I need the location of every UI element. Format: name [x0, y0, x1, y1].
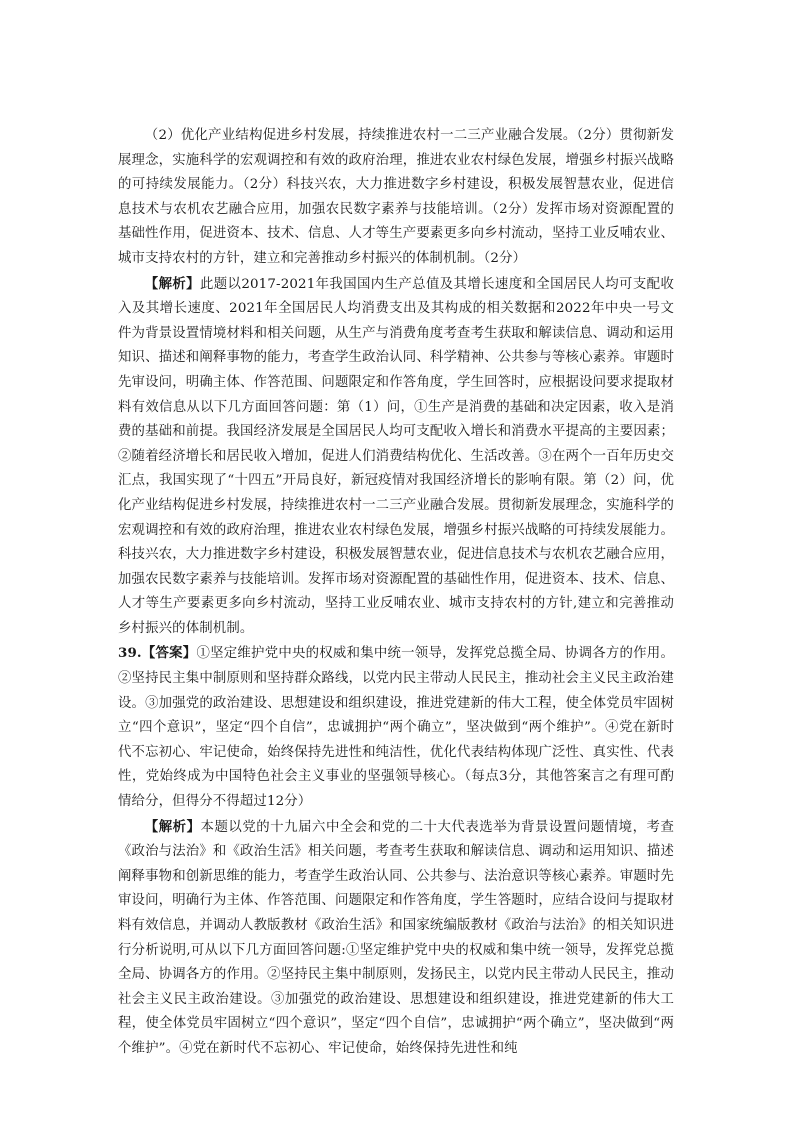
analysis-39-text: 本题以党的十九届六中全会和党的二十大代表选举为背景设置问题情境，考查《政治与法治》和《政治生活》相关问题，考查考生获取和解读信息、调动和运用知识、描述阐释事物和创新思维的能力，考查学生政治认同、公共参与、法治意识等核心素养。审题时先审设问，明确行为主体、作答范围、问题限定和作答角度，学生答题时，应结合设问与提取材料有效信息，并调动人教版教材《政治生活》和国家统编版教材《政治与法治》的相关知识进行分析说明,可从以下几方面回答问题:①坚定维护党中央的权威和集中统一领导，发挥党总揽全局、协调各方的作用。②坚持民主集中制原则，发扬民主，以党内民主带动人民民主，推动社会主义民主政治建设。③加强党的政治建设、思想建设和组织建设，推进党建新的伟大工程，使全体党员牢固树立“四个意识”，坚定“四个自信”，忠诚拥护“两个确立”，坚决做到“两个维护”。④党在新时代不忘初心、牢记使命，始终保持先进性和纯 [118, 819, 674, 1056]
answer-38-part-2-paragraph: （2）优化产业结构促进乡村发展，持续推进农村一二三产业融合发展。（2分）贯彻新发展理念，实施科学的宏观调控和有效的政府治理，推进农业农村绿色发展，增强乡村振兴战略的可持续发展能力。（2分）科技兴农，大力推进数字乡村建设，积极发展智慧农业，促进信息技术与农机农艺融合应用，加强农民数字素养与技能培训。（2分）发挥市场对资源配置的基础性作用，促进资本、技术、信息、人才等生产要素更多向乡村流动，坚持工业反哺农业、城市支持农村的方针，建立和完善推动乡村振兴的体制机制。（2分） [118, 128, 674, 266]
analysis-38-paragraph [118, 272, 674, 642]
answer-39-tag: 39.【答案】 [118, 645, 197, 662]
answer-39-text: ①坚定维护党中央的权威和集中统一领导，发挥党总揽全局、协调各方的作用。②坚持民主集中制原则和坚持群众路线，以党内民主带动人民民主，推动社会主义民主政治建设。③加强党的政治建设、思想建设和组织建设，推进党建新的伟大工程，使全体党员牢固树立“四个意识”，坚定“四个自信”，忠诚拥护“两个确立”，坚决做到“两个维护”。④党在新时代不忘初心、牢记使命，始终保持先进性和纯洁性，优化代表结构体现广泛性、真实性、代表性，党始终成为中国特色社会主义事业的坚强领导核心。（每点3分，其他答案言之有理可酌情给分，但得分不得超过12分） [118, 646, 674, 810]
analysis-tag: 【解析】 [144, 818, 201, 835]
analysis-39-paragraph [118, 815, 674, 1062]
answer-39-paragraph [118, 641, 674, 814]
analysis-38-text: 此题以2017-2021年我国国内生产总值及其增长速度和全国居民人均可支配收入及其增长速度、2021年全国居民人均消费支出及其构成的相关数据和2022年中央一号文件为背景设置情境材料和相关问题，从生产与消费角度考查考生获取和解读信息、调动和运用知识、描述和阐释事物的能力，考查学生政治认同、科学精神、公共参与等核心素养。审题时先审设问，明确主体、作答范围、问题限定和作答角度，学生回答时，应根据设问要求提取材料有效信息从以下几方面回答问题：第（1）问，①生产是消费的基础和决定因素，收入是消费的基础和前提。我国经济发展是全国居民人均可支配收入增长和消费水平提高的主要因素；②随着经济增长和居民收入增加，促进人们消费结构优化、生活改善。③在两个一百年历史交汇点，我国实现了“十四五”开局良好，新冠疫情对我国经济增长的影响有限。第（2）问，优化产业结构促进乡村发展，持续推进农村一二三产业融合发展。贯彻新发展理念，实施科学的宏观调控和有效的政府治理，推进农业农村绿色发展，增强乡村振兴战略的可持续发展能力。科技兴农，大力推进数字乡村建设，积极发展智慧农业，促进信息技术与农机农艺融合应用，加强农民数字素养与技能培训。发挥市场对资源配置的基础性作用，促进资本、技术、信息、人才等生产要素更多向乡村流动，坚持工业反哺农业、城市支持农村的方针,建立和完善推动乡村振兴的体制机制。 [118, 276, 674, 636]
document-page [118, 124, 674, 1062]
analysis-tag: 【解析】 [144, 275, 200, 292]
